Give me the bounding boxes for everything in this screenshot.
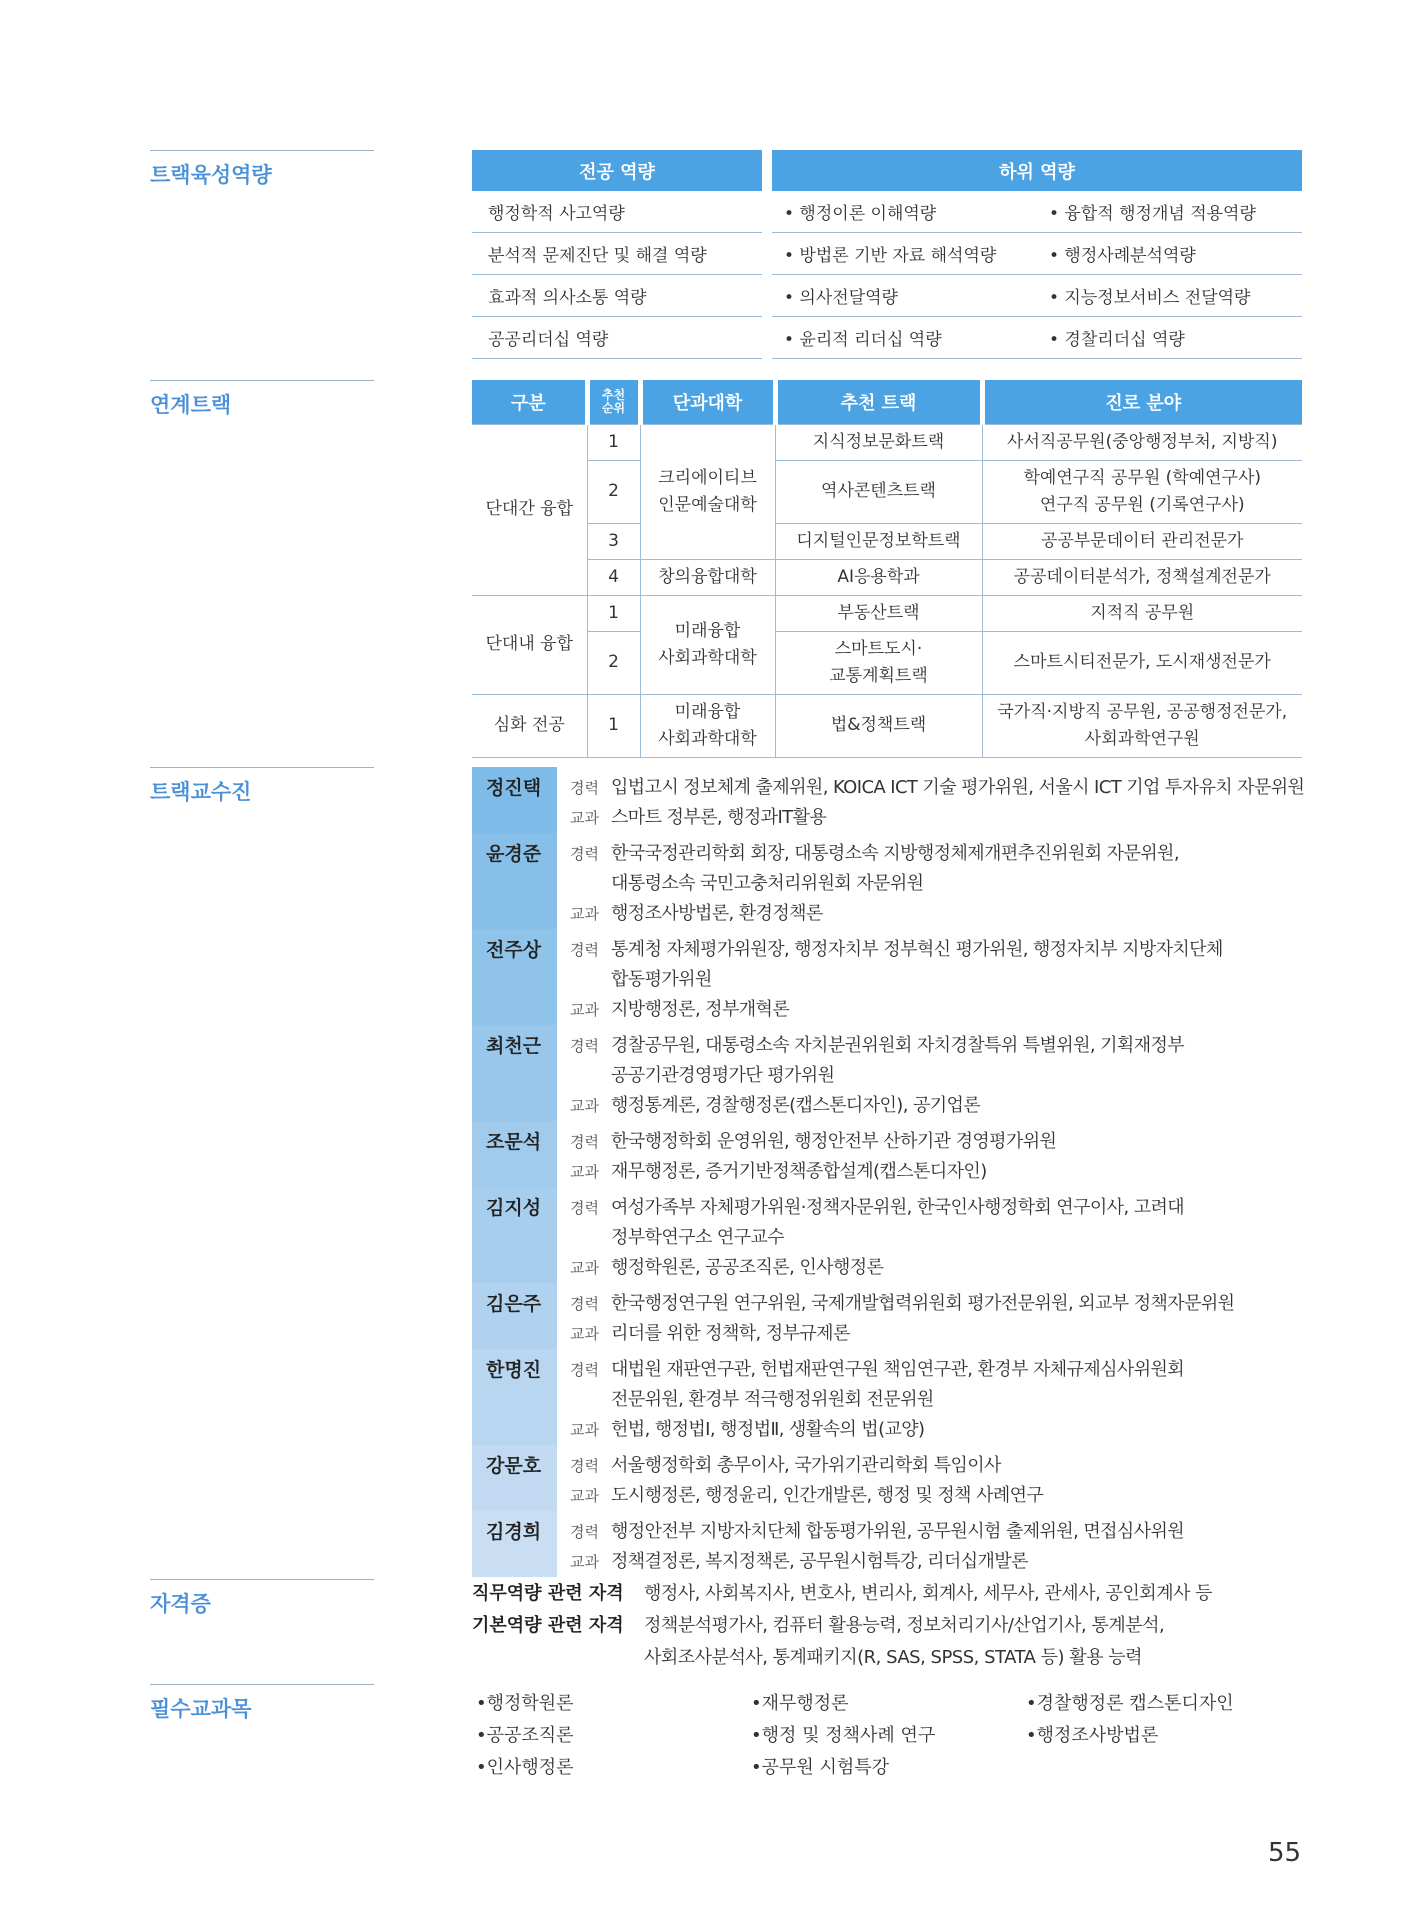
faculty-detail-tag <box>570 965 611 995</box>
faculty-detail-text: 경찰공무원, 대통령소속 자치분권위원회 자치경찰특위 특별위원, 기획재정부 <box>611 1035 1185 1056</box>
track-cell: 법&정책트랙 <box>775 694 982 757</box>
rank-cell: 2 <box>587 631 640 694</box>
table-row <box>472 523 1302 559</box>
track-cell: 역사콘텐츠트랙 <box>775 460 982 523</box>
course-item: •행정 및 정책사례 연구 <box>751 1725 936 1746</box>
sub-competency: • 행정사례분석역량 <box>1049 246 1196 266</box>
faculty-detail-text: 재무행정론, 증거기반정책종합설계(캡스톤디자인) <box>611 1161 987 1182</box>
competency-row <box>472 233 1302 275</box>
table-row <box>472 559 1302 595</box>
section-label-linked-track: 연계트랙 <box>150 380 374 419</box>
faculty-row <box>472 1121 1332 1187</box>
faculty-detail-text: 지방행정론, 정부개혁론 <box>611 999 790 1020</box>
cert-value: 정책분석평가사, 컴퓨터 활용능력, 정보처리기사/산업기사, 통계분석, 사회조사분석사, 통계패키지(R, SAS, SPSS, STATA 등) 활용 능력 <box>644 1615 1165 1668</box>
course-item: •경찰행정론 캡스톤디자인 <box>1026 1693 1234 1714</box>
faculty-detail-tag <box>570 1061 611 1091</box>
faculty-detail-text: 행정통계론, 경찰행정론(캡스톤디자인), 공기업론 <box>611 1095 981 1116</box>
major-competency: 행정학적 사고역량 <box>472 191 762 233</box>
faculty-detail-line <box>570 869 1332 899</box>
table-row <box>472 460 1302 523</box>
competency-row <box>472 317 1302 359</box>
faculty-row <box>472 1283 1332 1349</box>
faculty-detail-line <box>570 1091 1332 1121</box>
faculty-detail-tag <box>570 1223 611 1253</box>
major-competency: 공공리더십 역량 <box>472 317 762 359</box>
table-row <box>472 631 1302 694</box>
faculty-detail-tag: 경력 <box>570 1037 599 1055</box>
faculty-detail-tag: 교과 <box>570 1421 599 1439</box>
cert-label: 기본역량 관련 자격 <box>472 1615 624 1636</box>
section-label-track-competency: 트랙육성역량 <box>150 150 374 189</box>
faculty-detail-text: 한국행정연구원 연구위원, 국제개발협력위원회 평가전문위원, 외교부 정책자문위원 <box>611 1293 1235 1314</box>
faculty-name: 윤경준 <box>472 833 557 929</box>
college-cell: 미래융합 사회과학대학 <box>640 595 775 694</box>
group-intra-college: 단대내 융합 <box>472 595 587 694</box>
college-cell: 미래융합 사회과학대학 <box>640 694 775 757</box>
faculty-detail-text: 통계청 자체평가위원장, 행정자치부 정부혁신 평가위원, 행정자치부 지방자치단체 <box>611 939 1223 960</box>
faculty-list <box>472 767 1332 1577</box>
faculty-detail-line <box>570 1031 1332 1061</box>
faculty-detail-text: 한국국정관리학회 회장, 대통령소속 지방행정체제개편추진위원회 자문위원, <box>611 843 1179 864</box>
faculty-detail-text: 행정학원론, 공공조직론, 인사행정론 <box>611 1257 884 1278</box>
faculty-detail-tag: 교과 <box>570 1553 599 1571</box>
career-cell: 사서직공무원(중앙행정부처, 지방직) <box>982 424 1302 460</box>
faculty-name: 정진택 <box>472 767 557 833</box>
rank-cell: 1 <box>587 424 640 460</box>
faculty-detail-text: 대법원 재판연구관, 헌법재판연구원 책임연구관, 환경부 자체규제심사위원회 <box>611 1359 1185 1380</box>
sub-competency: • 경찰리더십 역량 <box>1049 330 1185 350</box>
faculty-name: 한명진 <box>472 1349 557 1445</box>
faculty-detail-text: 정책결정론, 복지정책론, 공무원시험특강, 리더십개발론 <box>611 1551 1028 1572</box>
group-advanced-major: 심화 전공 <box>472 694 587 757</box>
rank-cell: 3 <box>587 523 640 559</box>
rank-cell: 1 <box>587 595 640 631</box>
cert-row-job <box>472 1578 1332 1610</box>
faculty-name: 김지성 <box>472 1187 557 1283</box>
rank-cell: 1 <box>587 694 640 757</box>
faculty-detail-tag: 교과 <box>570 1163 599 1181</box>
faculty-name: 전주상 <box>472 929 557 1025</box>
sub-competency: • 지능정보서비스 전달역량 <box>1049 288 1251 308</box>
track-cell: 지식정보문화트랙 <box>775 424 982 460</box>
career-cell: 공공데이터분석가, 정책설계전문가 <box>982 559 1302 595</box>
faculty-detail-tag: 교과 <box>570 1487 599 1505</box>
cert-row-basic <box>472 1610 1332 1674</box>
sub-competency: • 윤리적 리더십 역량 <box>784 330 942 350</box>
faculty-detail-line <box>570 1157 1332 1187</box>
faculty-detail-tag <box>570 1385 611 1415</box>
college-cell: 창의융합대학 <box>640 559 775 595</box>
faculty-detail-line <box>570 803 1332 833</box>
faculty-detail-text: 정부학연구소 연구교수 <box>611 1227 785 1248</box>
faculty-name: 강문호 <box>472 1445 557 1511</box>
faculty-detail-tag: 경력 <box>570 1361 599 1379</box>
table-row <box>472 694 1302 757</box>
sub-competency: • 행정이론 이해역량 <box>784 204 937 224</box>
faculty-detail-text: 리더를 위한 정책학, 정부규제론 <box>611 1323 850 1344</box>
major-competency: 분석적 문제진단 및 해결 역량 <box>472 233 762 275</box>
faculty-detail-tag <box>570 869 611 899</box>
faculty-detail-text: 행정조사방법론, 환경정책론 <box>611 903 823 924</box>
faculty-detail-text: 행정안전부 지방자치단체 합동평가위원, 공무원시험 출제위원, 면접심사위원 <box>611 1521 1185 1542</box>
faculty-detail-tag: 교과 <box>570 905 599 923</box>
faculty-name: 최천근 <box>472 1025 557 1121</box>
faculty-detail-tag: 경력 <box>570 941 599 959</box>
competency-table <box>472 150 1302 359</box>
faculty-detail-text: 공공기관경영평가단 평가위원 <box>611 1065 835 1086</box>
rank-cell: 2 <box>587 460 640 523</box>
track-cell: 부동산트랙 <box>775 595 982 631</box>
table-row <box>472 595 1302 631</box>
header-career: 진로 분야 <box>982 380 1302 424</box>
faculty-detail-text: 한국행정학회 운영위원, 행정안전부 산하기관 경영평가위원 <box>611 1131 1057 1152</box>
sub-competency: • 방법론 기반 자료 해석역량 <box>784 246 997 266</box>
faculty-row <box>472 1445 1332 1511</box>
course-item: •행정조사방법론 <box>1026 1725 1159 1746</box>
header-sub-competency: 하위 역량 <box>772 150 1302 191</box>
table-header-row <box>472 380 1302 424</box>
faculty-detail-line <box>570 899 1332 929</box>
faculty-detail-tag: 교과 <box>570 1097 599 1115</box>
track-cell: 디지털인문정보학트랙 <box>775 523 982 559</box>
faculty-row <box>472 767 1332 833</box>
faculty-row <box>472 833 1332 929</box>
course-item: •재무행정론 <box>751 1693 849 1714</box>
faculty-row <box>472 1187 1332 1283</box>
faculty-detail-tag: 교과 <box>570 1001 599 1019</box>
career-cell: 공공부문데이터 관리전문가 <box>982 523 1302 559</box>
career-cell: 국가직·지방직 공무원, 공공행정전문가, 사회과학연구원 <box>982 694 1302 757</box>
section-label-certificates: 자격증 <box>150 1579 374 1618</box>
cert-value: 행정사, 사회복지사, 변호사, 변리사, 회계사, 세무사, 관세사, 공인회계사 등 <box>644 1583 1213 1604</box>
faculty-row <box>472 1349 1332 1445</box>
faculty-detail-tag: 교과 <box>570 809 599 827</box>
faculty-detail-text: 전문위원, 환경부 적극행정위원회 전문위원 <box>611 1389 934 1410</box>
faculty-detail-line <box>570 839 1332 869</box>
track-cell: AI응용학과 <box>775 559 982 595</box>
table-row <box>472 424 1302 460</box>
faculty-detail-line <box>570 1127 1332 1157</box>
faculty-detail-line <box>570 1451 1332 1481</box>
competency-header <box>472 150 1302 191</box>
faculty-detail-line <box>570 1385 1332 1415</box>
faculty-detail-text: 여성가족부 자체평가위원·정책자문위원, 한국인사행정학회 연구이사, 고려대 <box>611 1197 1185 1218</box>
faculty-detail-tag: 경력 <box>570 779 599 797</box>
faculty-detail-line <box>570 1061 1332 1091</box>
faculty-detail-line <box>570 1319 1332 1349</box>
faculty-detail-line <box>570 1223 1332 1253</box>
faculty-detail-line <box>570 1481 1332 1511</box>
faculty-detail-line <box>570 995 1332 1025</box>
header-track: 추천 트랙 <box>775 380 982 424</box>
faculty-detail-line <box>570 1415 1332 1445</box>
faculty-name: 조문석 <box>472 1121 557 1187</box>
faculty-detail-text: 도시행정론, 행정윤리, 인간개발론, 행정 및 정책 사례연구 <box>611 1485 1044 1506</box>
page-number: 55 <box>1268 1838 1302 1868</box>
faculty-detail-tag: 경력 <box>570 1457 599 1475</box>
faculty-detail-tag: 교과 <box>570 1259 599 1277</box>
faculty-detail-tag: 경력 <box>570 1133 599 1151</box>
faculty-detail-line <box>570 773 1332 803</box>
faculty-detail-text: 합동평가위원 <box>611 969 712 990</box>
faculty-name: 김은주 <box>472 1283 557 1349</box>
course-item: •공공조직론 <box>476 1725 574 1746</box>
header-category: 구분 <box>472 380 587 424</box>
faculty-detail-line <box>570 1193 1332 1223</box>
faculty-detail-line <box>570 1355 1332 1385</box>
faculty-detail-line <box>570 1517 1332 1547</box>
section-label-required-courses: 필수교과목 <box>150 1684 374 1723</box>
faculty-row <box>472 929 1332 1025</box>
course-item: •인사행정론 <box>476 1757 574 1778</box>
group-inter-college: 단대간 융합 <box>472 424 587 595</box>
section-label-faculty: 트랙교수진 <box>150 767 374 806</box>
faculty-detail-text: 헌법, 행정법Ⅰ, 행정법Ⅱ, 생활속의 법(교양) <box>611 1419 925 1440</box>
competency-row <box>472 275 1302 317</box>
faculty-detail-text: 서울행정학회 총무이사, 국가위기관리학회 특임이사 <box>611 1455 1001 1476</box>
faculty-row <box>472 1025 1332 1121</box>
faculty-detail-line <box>570 1547 1332 1577</box>
header-major-competency: 전공 역량 <box>472 150 762 191</box>
sub-competency: • 융합적 행정개념 적용역량 <box>1049 204 1256 224</box>
faculty-row <box>472 1511 1332 1577</box>
rank-cell: 4 <box>587 559 640 595</box>
certificates-block <box>472 1578 1332 1674</box>
faculty-detail-text: 대통령소속 국민고충처리위원회 자문위원 <box>611 873 924 894</box>
linked-track-table <box>472 380 1302 758</box>
course-item: •행정학원론 <box>476 1693 574 1714</box>
college-cell: 크리에이티브 인문예술대학 <box>640 424 775 559</box>
career-cell: 스마트시티전문가, 도시재생전문가 <box>982 631 1302 694</box>
faculty-detail-tag: 경력 <box>570 1199 599 1217</box>
course-item: •공무원 시험특강 <box>751 1757 890 1778</box>
faculty-detail-tag: 교과 <box>570 1325 599 1343</box>
faculty-detail-text: 입법고시 정보체계 출제위원, KOICA ICT 기술 평가위원, 서울시 ICT 기업 투자유치 자문위원 <box>611 777 1305 798</box>
faculty-detail-line <box>570 1289 1332 1319</box>
header-college: 단과대학 <box>640 380 775 424</box>
competency-row <box>472 191 1302 233</box>
track-cell: 스마트도시· 교통계획트랙 <box>775 631 982 694</box>
faculty-detail-tag: 경력 <box>570 1523 599 1541</box>
cert-label: 직무역량 관련 자격 <box>472 1583 624 1604</box>
career-cell: 지적직 공무원 <box>982 595 1302 631</box>
faculty-name: 김경희 <box>472 1511 557 1577</box>
faculty-detail-tag: 경력 <box>570 1295 599 1313</box>
career-cell: 학예연구직 공무원 (학예연구사) 연구직 공무원 (기록연구사) <box>982 460 1302 523</box>
faculty-detail-line <box>570 1253 1332 1283</box>
faculty-detail-text: 스마트 정부론, 행정과IT활용 <box>611 807 827 828</box>
sub-competency: • 의사전달역량 <box>784 288 898 308</box>
required-courses-grid <box>476 1688 1306 1784</box>
faculty-detail-line <box>570 965 1332 995</box>
faculty-detail-line <box>570 935 1332 965</box>
header-rank: 추천 순위 <box>587 380 640 424</box>
major-competency: 효과적 의사소통 역량 <box>472 275 762 317</box>
faculty-detail-tag: 경력 <box>570 845 599 863</box>
